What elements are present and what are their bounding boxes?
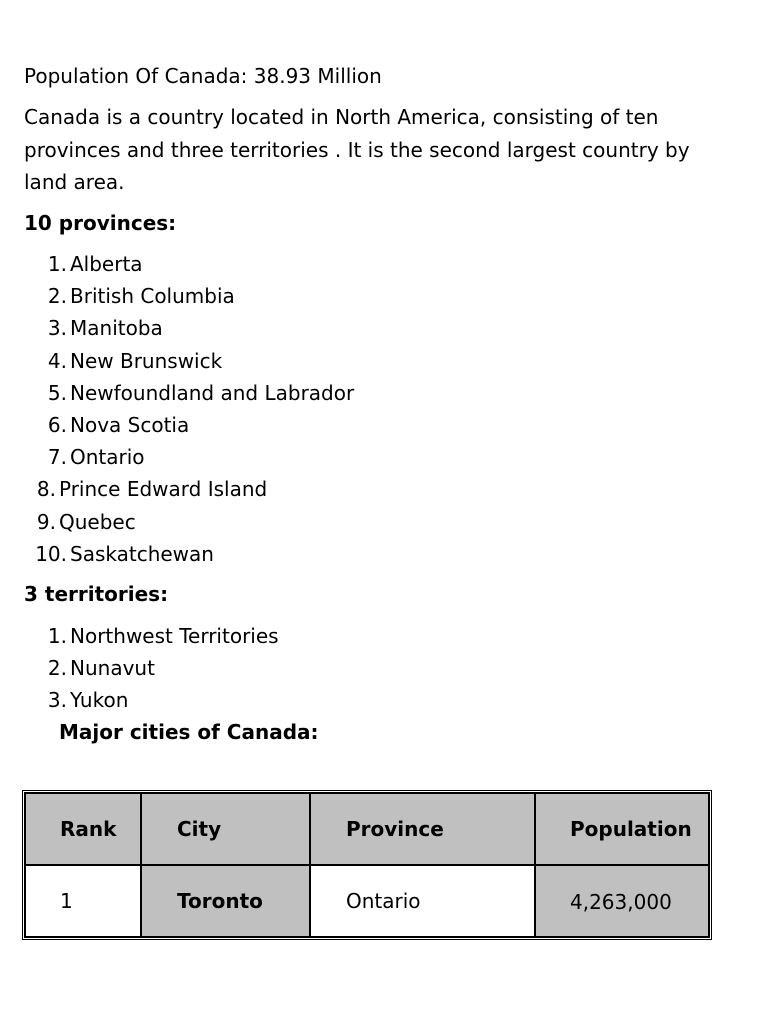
cities-heading: Major cities of Canada: (59, 720, 319, 744)
list-item (24, 506, 424, 538)
header-city: City (141, 793, 310, 865)
province-name: Quebec (59, 509, 136, 534)
cities-table (24, 792, 710, 938)
list-item (24, 538, 424, 570)
province-name: Prince Edward Island (59, 477, 268, 502)
list-number: 3. (47, 688, 67, 713)
territory-name: Nunavut (70, 656, 155, 681)
province-name: Manitoba (70, 316, 163, 341)
cell-rank: 1 (25, 865, 141, 937)
list-item (24, 620, 424, 652)
cell-province: Ontario (310, 865, 535, 937)
province-name: British Columbia (70, 284, 235, 309)
list-item (24, 409, 424, 441)
list-item (24, 473, 424, 505)
header-province: Province (310, 793, 535, 865)
cell-population (535, 865, 709, 937)
province-name: Newfoundland and Labrador (70, 380, 355, 405)
territory-name: Northwest Territories (70, 624, 279, 648)
list-number: 4. (47, 348, 67, 373)
list-number: 6. (47, 412, 67, 437)
cell-population-value: 4,263,000 (570, 890, 672, 914)
table-row (25, 865, 709, 937)
list-item (24, 684, 424, 716)
list-number: 1. (47, 252, 67, 276)
territories-heading: 3 territories: (24, 582, 169, 606)
header-population-label: Population (570, 817, 692, 841)
table-header-row (25, 793, 709, 865)
header-rank (25, 793, 141, 865)
province-name: Ontario (70, 445, 145, 470)
intro-paragraph: Canada is a country located in North America, consisting of ten provinces and three territories . It is the second largest country by land area. (24, 105, 690, 194)
list-number: 7. (47, 445, 67, 470)
list-number: 3. (47, 316, 67, 341)
list-item (24, 248, 424, 280)
province-name: Saskatchewan (70, 541, 214, 566)
list-number: 10. (35, 541, 67, 566)
list-item (24, 312, 424, 344)
header-population (535, 793, 709, 865)
list-item (24, 280, 424, 312)
province-name: Nova Scotia (70, 412, 190, 437)
provinces-list (24, 248, 424, 570)
cell-city: Toronto (141, 865, 310, 937)
list-number: 8. (36, 477, 56, 502)
list-number: 1. (47, 624, 67, 648)
province-name: Alberta (70, 252, 143, 276)
page-title: Population Of Canada: 38.93 Million (24, 64, 382, 88)
list-item (24, 441, 424, 473)
list-number: 5. (47, 380, 67, 405)
header-rank-label: Rank (60, 817, 117, 841)
list-number: 9. (36, 509, 56, 534)
territory-name: Yukon (70, 688, 129, 713)
list-number: 2. (47, 656, 67, 681)
provinces-heading: 10 provinces: (24, 211, 177, 235)
list-item (24, 377, 424, 409)
province-name: New Brunswick (70, 348, 223, 373)
list-number: 2. (47, 284, 67, 309)
list-item (24, 652, 424, 684)
territories-list (24, 620, 424, 717)
list-item (24, 345, 424, 377)
